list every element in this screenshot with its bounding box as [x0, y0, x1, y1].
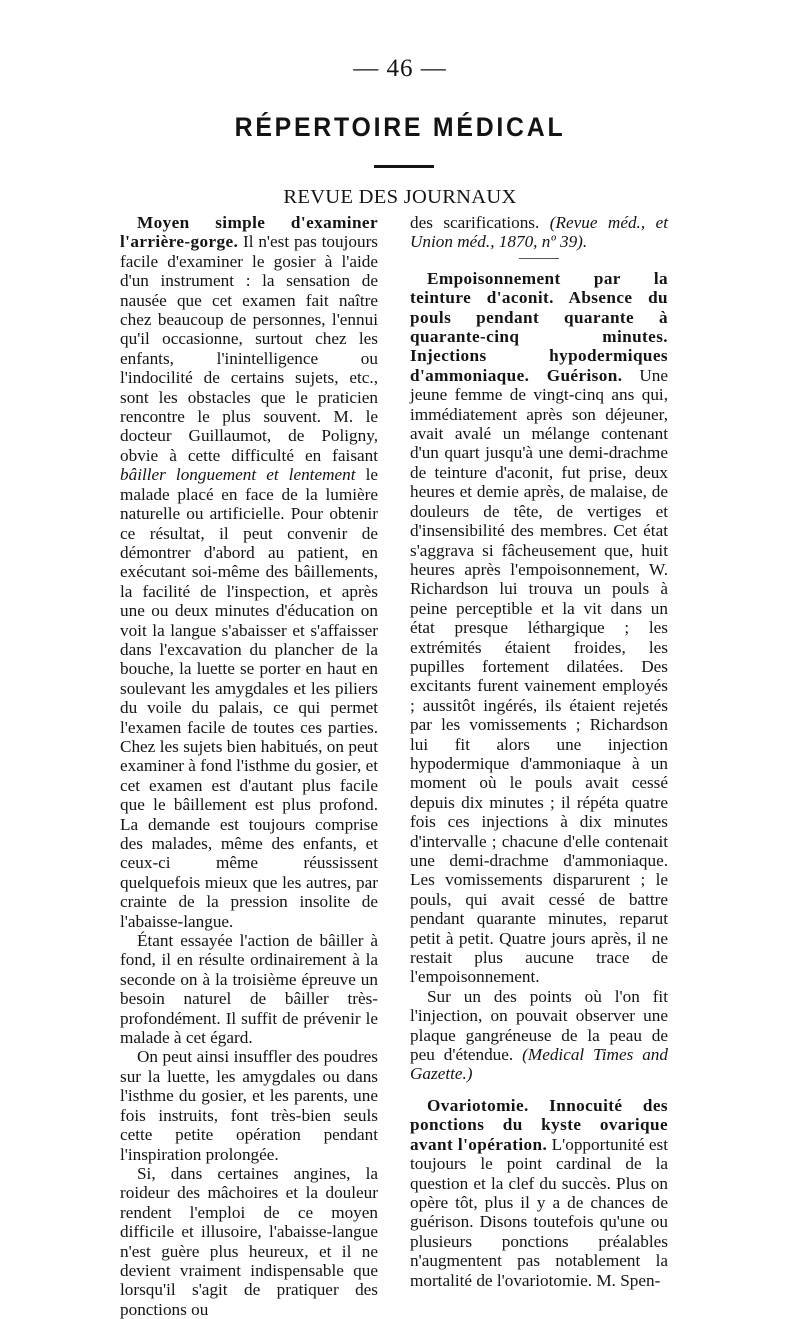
left-column — [120, 213, 378, 1319]
section-subtitle: REVUE DES JOURNAUX — [283, 186, 517, 208]
article-separator — [519, 258, 559, 259]
article-2-para-2: Sur un des points où l'on fit l'injection, on pouvait observer une plaque gangréneuse de la peau de peu d'étendue. (Medical Times and Gazette.) — [410, 986, 668, 1084]
article-3-heading: Ovariotomie. Innocuité des ponctions du kyste ovarique avant l'opération. — [410, 1095, 668, 1154]
article-3-para-1: Ovariotomie. Innocuité des ponctions du kyste ovarique avant l'opération. L'opportunité est toujours le point cardinal de la question et la clef du succès. Plus on opère tôt, plus il y a de chances de guérison. Disons toutefois qu'une ou plusieurs ponctions préalables n'augmentent pas notablement la mortalité de l'ovariotomie. M. Spen- — [410, 1095, 668, 1290]
article-2-heading: Empoisonnement par la teinture d'aconit. Absence du pouls pendant quarante à quarante-cinq minutes. Injections hypodermiques d'ammoniaque. Guérison. — [410, 268, 668, 385]
article-2-source: (Medical Times and Gazette.) — [410, 1045, 668, 1084]
article-1-heading: Moyen simple d'examiner l'arrière-gorge. — [120, 213, 378, 252]
article-1-continuation: des scarifications. (Revue méd., et Union méd., 1870, nº 39). — [410, 213, 668, 252]
article-1-para-4: Si, dans certaines angines, la roideur des mâchoires et la douleur rendent l'emploi de ce moyen difficile et illusoire, l'abaisse-langue n'est guère plus heureux, et il ne devient vraiment indispensable que lorsqu'il s'agit de pratiquer des ponctions ou — [120, 1163, 378, 1319]
article-1-para-1: Moyen simple d'examiner l'arrière-gorge. Il n'est pas toujours facile d'examiner le gosier à l'aide d'un instrument : la sensation de nausée que cet examen fait naître chez beaucoup de personnes, l'ennui qu'il occasionne, surtout chez les enfants, l'inintelligence ou l'indocilité de certains sujets, etc., sont les obstacles que le praticien rencontre le plus souvent. M. le docteur Guillaumot, de Poligny, obvie à cette difficulté en faisant bâiller longuement et lentement le malade placé en face de la lumière naturelle ou artificielle. Pour obtenir ce résultat, il peut convenir de démontrer d'abord au patient, en exécutant soi-même des bâillements, la facilité de l'inspection, et après une ou deux minutes d'éducation on voit la langue s'abaisser et s'affaisser dans l'excavation du plancher de la bouche, la luette se porter en haut en soulevant les amygdales et les piliers du voile du palais, ce qui permet l'examen facile de toutes ces parties. Chez les sujets bien habitués, on peut examiner à fond l'isthme du gosier, et cet examen est d'autant plus facile que le bâillement est plus profond. La demande est toujours comprise des malades, même des enfants, et ceux-ci même réussissent quelquefois mieux que les autres, par crainte de la pression insolite de l'abaisse-langue. — [120, 213, 378, 931]
right-column — [410, 213, 668, 1290]
article-1-source: (Revue méd., et Union méd., 1870, nº 39). — [410, 213, 668, 252]
article-2-para-1: Empoisonnement par la teinture d'aconit. Absence du pouls pendant quarante à quarante-cinq minutes. Injections hypodermiques d'ammoniaque. Guérison. Une jeune femme de vingt-cinq ans qui, immédiatement après son déjeuner, avait avalé un mélange contenant d'un quart jusqu'à une demi-drachme de teinture d'aconit, fut prise, deux heures et demie après, de malaise, de douleurs de tête, de vertiges et d'insensibilité des membres. Cet état s'aggrava si fâcheusement que, huit heures après l'empoisonnement, W. Richardson lui trouva un pouls à peine perceptible et la vit dans un état presque léthargique ; les extrémités étaient froides, les pupilles fortement dilatées. Des excitants furent vainement employés ; aussitôt ingérés, ils étaient rejetés par les vomissements ; Richardson lui fit alors une injection hypodermique d'ammoniaque à un moment où le pouls avait cessé depuis dix minutes ; il répéta quatre fois ces injections à dix minutes d'intervalle ; chacune d'elle contenait une demi-drachme d'ammoniaque. Les vomissements disparurent ; le pouls, qui avait cessé de battre pendant quarante minutes, reparut petit à petit. Quatre jours après, il ne restait plus aucune trace de l'empoisonnement. — [410, 268, 668, 987]
article-1-para-3: On peut ainsi insuffler des poudres sur la luette, les amygdales ou dans l'isthme du gosier, et les parents, une fois instruits, font très-bien seuls cette petite opération pendant l'inspiration prolongée. — [120, 1047, 378, 1164]
title-rule — [374, 165, 434, 168]
page-number: — 46 — — [353, 55, 447, 82]
article-1-para-2: Étant essayée l'action de bâiller à fond, il en résulte ordinairement à la seconde on à la troisième épreuve un besoin naturel de bâiller très-profondément. Il suffit de prévenir le malade à cet égard. — [120, 931, 378, 1048]
page-title: RÉPERTOIRE MÉDICAL — [234, 112, 566, 142]
